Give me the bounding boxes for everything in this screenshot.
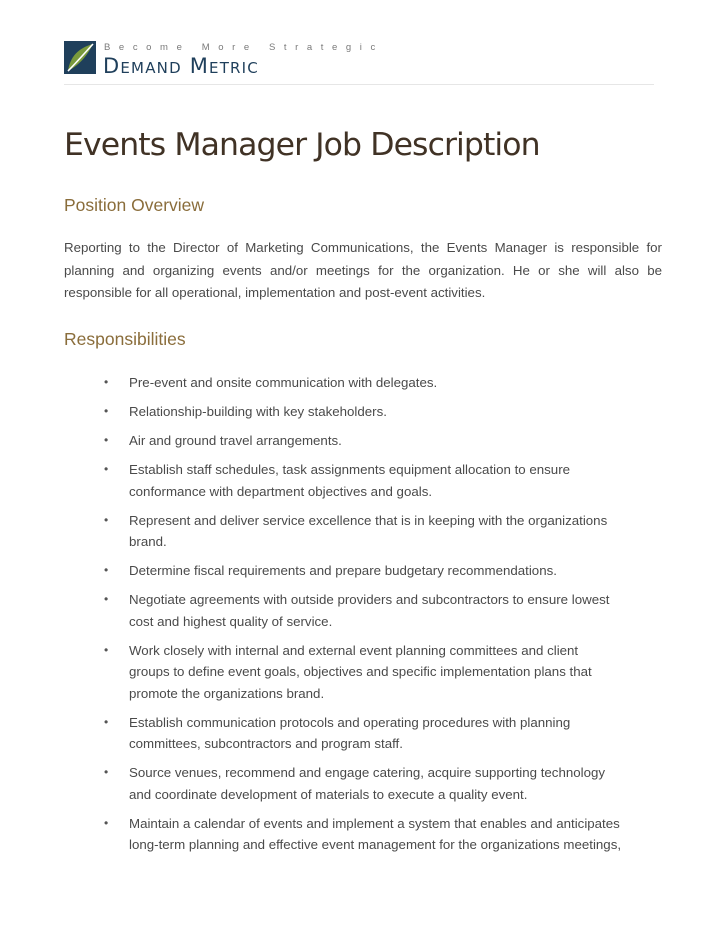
responsibility-text: Establish communication protocols and operating procedures with planning committees, subcontractors and program staff. xyxy=(129,714,571,751)
bullet-point-icon: • xyxy=(104,404,109,418)
responsibility-text: Work closely with internal and external event planning committees and client groups to define event goals, objectives and specific implementation plans that promote the organizations brand. xyxy=(129,642,592,701)
logo-tagline: Become More Strategic xyxy=(104,42,384,53)
responsibility-text: Pre-event and onsite communication with delegates. xyxy=(129,375,438,390)
bullet-point-icon: • xyxy=(104,375,109,389)
responsibility-text: Air and ground travel arrangements. xyxy=(129,433,342,448)
bullet-point-icon: • xyxy=(104,714,109,729)
responsibility-text: Establish staff schedules, task assignments equipment allocation to ensure conformance with department objectives and goals. xyxy=(129,462,571,499)
position-overview-heading: Position Overview xyxy=(64,195,205,215)
responsibility-text: Maintain a calendar of events and implement a system that enables and anticipates long-term planning and effective event management for the organizations meetings, xyxy=(129,815,622,852)
demand-metric-leaf-logo-icon xyxy=(64,41,96,74)
responsibility-text: Source venues, recommend and engage catering, acquire supporting technology and coordinate development of materials to execute a quality event. xyxy=(129,765,606,802)
document-title: Events Manager Job Description xyxy=(64,127,540,163)
position-overview-text: Reporting to the Director of Marketing Communications, the Events Manager is responsible for planning and organizing events and/or meetings for the organization. He or she will also be responsible for all operational, implementation and post-event activities. xyxy=(64,240,662,300)
logo-company-name: Demand Metric xyxy=(103,54,259,78)
bullet-point-icon: • xyxy=(104,512,109,527)
bullet-point-icon: • xyxy=(104,462,109,476)
header-divider xyxy=(64,84,654,85)
responsibilities-heading: Responsibilities xyxy=(64,329,186,349)
responsibility-text: Determine fiscal requirements and prepare budgetary recommendations. xyxy=(129,563,557,578)
responsibility-text: Represent and deliver service excellence that is in keeping with the organizations brand. xyxy=(129,512,608,549)
responsibility-text: Relationship-building with key stakeholders. xyxy=(129,404,387,419)
bullet-point-icon: • xyxy=(104,592,109,606)
bullet-point-icon: • xyxy=(104,765,109,779)
bullet-point-icon: • xyxy=(104,642,109,657)
company-logo xyxy=(64,41,384,78)
bullet-point-icon: • xyxy=(104,563,109,577)
bullet-point-icon: • xyxy=(104,433,109,447)
responsibility-text: Negotiate agreements with outside providers and subcontractors to ensure lowest cost and highest quality of service. xyxy=(129,592,610,629)
bullet-point-icon: • xyxy=(104,815,109,830)
